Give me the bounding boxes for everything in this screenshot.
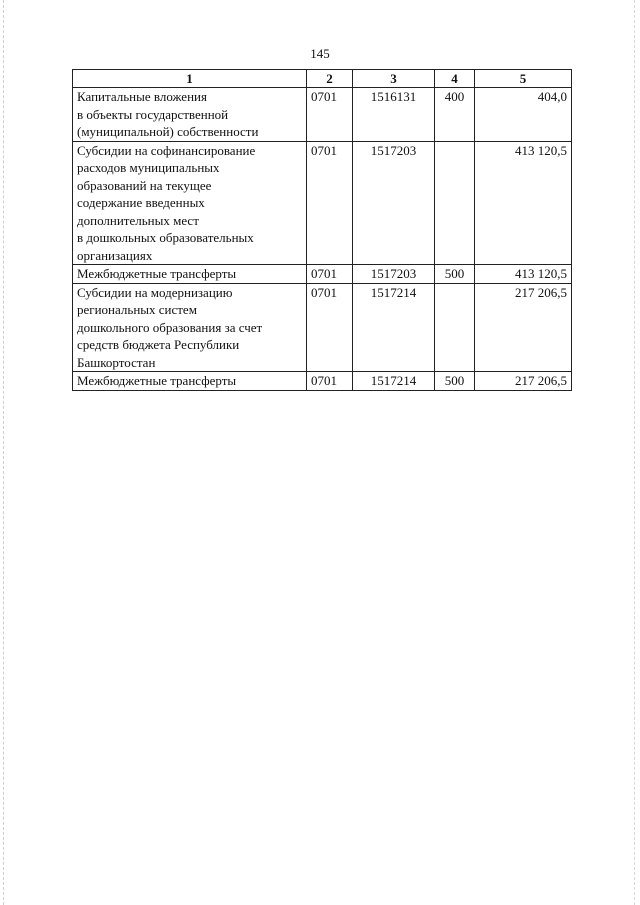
table-row [73, 141, 572, 265]
column-header: 2 [307, 70, 353, 88]
table-row [73, 265, 572, 284]
amount: 413 120,5 [475, 141, 572, 265]
expense-name: Межбюджетные трансферты [73, 265, 307, 284]
target-code: 1516131 [353, 88, 435, 142]
amount: 217 206,5 [475, 283, 572, 372]
scan-edge-left [3, 0, 4, 905]
expense-type [435, 283, 475, 372]
expense-name: Субсидии на софинансирование расходов муниципальных образований на текущее содержание введенных дополнительных мест в дошкольных образовательных организациях [73, 141, 307, 265]
table-row [73, 283, 572, 372]
column-header: 3 [353, 70, 435, 88]
expense-type: 500 [435, 372, 475, 391]
section-code: 0701 [307, 141, 353, 265]
target-code: 1517203 [353, 265, 435, 284]
amount: 413 120,5 [475, 265, 572, 284]
expense-type: 500 [435, 265, 475, 284]
expense-name: Капитальные вложения в объекты государственной (муниципальной) собственности [73, 88, 307, 142]
table-row [73, 88, 572, 142]
amount: 217 206,5 [475, 372, 572, 391]
table-row [73, 372, 572, 391]
column-header: 1 [73, 70, 307, 88]
column-header: 5 [475, 70, 572, 88]
expense-name: Межбюджетные трансферты [73, 372, 307, 391]
target-code: 1517214 [353, 283, 435, 372]
scan-edge-right [634, 0, 635, 905]
section-code: 0701 [307, 88, 353, 142]
column-header: 4 [435, 70, 475, 88]
expense-type [435, 141, 475, 265]
budget-table [72, 69, 572, 391]
section-code: 0701 [307, 372, 353, 391]
table-header-row [73, 70, 572, 88]
page-number: 145 [310, 46, 330, 61]
section-code: 0701 [307, 265, 353, 284]
target-code: 1517203 [353, 141, 435, 265]
expense-name: Субсидии на модернизацию региональных систем дошкольного образования за счет средств бюджета Республики Башкортостан [73, 283, 307, 372]
amount: 404,0 [475, 88, 572, 142]
section-code: 0701 [307, 283, 353, 372]
target-code: 1517214 [353, 372, 435, 391]
expense-type: 400 [435, 88, 475, 142]
